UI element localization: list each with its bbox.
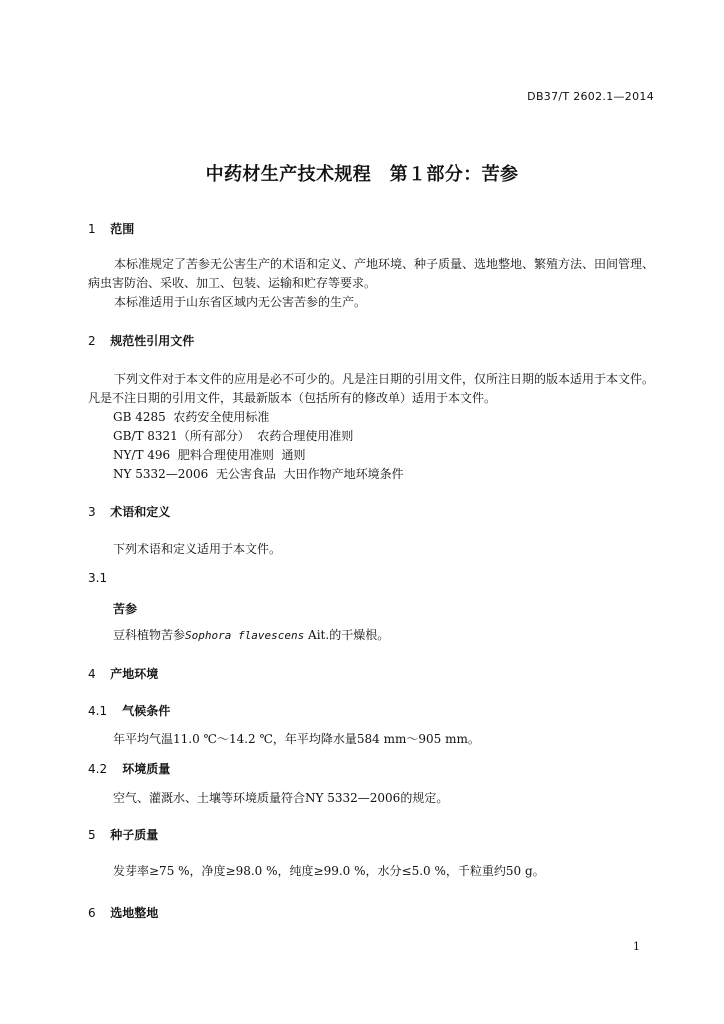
section-heading-terms — [88, 503, 170, 520]
section-number: 3 — [88, 505, 96, 519]
subsection-number: 4.2 — [88, 762, 108, 776]
page-number: 1 — [633, 940, 640, 953]
section-title: 种子质量 — [110, 828, 159, 842]
environment-quality-text: 空气、灌溉水、土壤等环境质量符合NY 5332—2006的规定。 — [113, 791, 449, 805]
subsection-title: 气候条件 — [122, 704, 171, 718]
section-number: 1 — [88, 222, 96, 236]
section-number: 4 — [88, 667, 96, 681]
term-definition-prefix: 豆科植物苦参 — [113, 628, 186, 642]
section-heading-environment — [88, 665, 158, 682]
term-definition — [113, 626, 389, 645]
section-number: 6 — [88, 906, 96, 920]
term-definition-suffix: Ait.的干燥根。 — [304, 628, 390, 642]
section-title: 规范性引用文件 — [110, 334, 195, 348]
section-title: 术语和定义 — [110, 505, 171, 519]
term-number: 3.1 — [88, 571, 108, 585]
document-title: 中药材生产技术规程 第１部分：苦参 — [205, 164, 519, 185]
section-number: 2 — [88, 334, 96, 348]
section-number: 5 — [88, 828, 96, 842]
scope-paragraph-1: 本标准规定了苦参无公害生产的术语和定义、产地环境、种子质量、选地整地、繁殖方法、田间管理、病虫害防治、采收、加工、包装、运输和贮存等要求。 — [88, 257, 655, 290]
climate-text: 年平均气温11.0 ℃～14.2 ℃，年平均降水量584 mm～905 mm。 — [113, 732, 480, 746]
section-title: 范围 — [110, 222, 135, 236]
seed-quality-text: 发芽率≥75 %，净度≥98.0 %，纯度≥99.0 %，水分≤5.0 %，千粒重约50 g。 — [113, 864, 545, 878]
section-heading-seed-quality — [88, 826, 158, 843]
terms-intro: 下列术语和定义适用于本文件。 — [113, 542, 282, 556]
reference-item: GB/T 8321（所有部分） 农药合理使用准则 — [113, 429, 354, 443]
section-heading-scope — [88, 220, 134, 237]
references-paragraph: 下列文件对于本文件的应用是必不可少的。凡是注日期的引用文件，仅所注日期的版本适用于本文件。凡是不注日期的引用文件，其最新版本（包括所有的修改单）适用于本文件。 — [88, 372, 655, 405]
latin-name: Sophora flavescens — [185, 629, 305, 642]
reference-item: GB 4285 农药安全使用标准 — [113, 410, 270, 424]
section-heading-normative-references — [88, 332, 194, 349]
subsection-heading-environment-quality — [88, 760, 170, 777]
section-title: 选地整地 — [110, 906, 159, 920]
scope-paragraph-2: 本标准适用于山东省区域内无公害苦参的生产。 — [114, 295, 367, 309]
document-number: DB37/T 2602.1—2014 — [527, 90, 654, 103]
term-name: 苦参 — [113, 602, 138, 616]
section-heading-site-selection — [88, 904, 158, 921]
subsection-heading-climate — [88, 702, 170, 719]
reference-item: NY/T 496 肥料合理使用准则 通则 — [113, 448, 306, 462]
subsection-number: 4.1 — [88, 704, 108, 718]
subsection-title: 环境质量 — [122, 762, 171, 776]
reference-item: NY 5332—2006 无公害食品 大田作物产地环境条件 — [113, 467, 404, 481]
section-title: 产地环境 — [110, 667, 159, 681]
